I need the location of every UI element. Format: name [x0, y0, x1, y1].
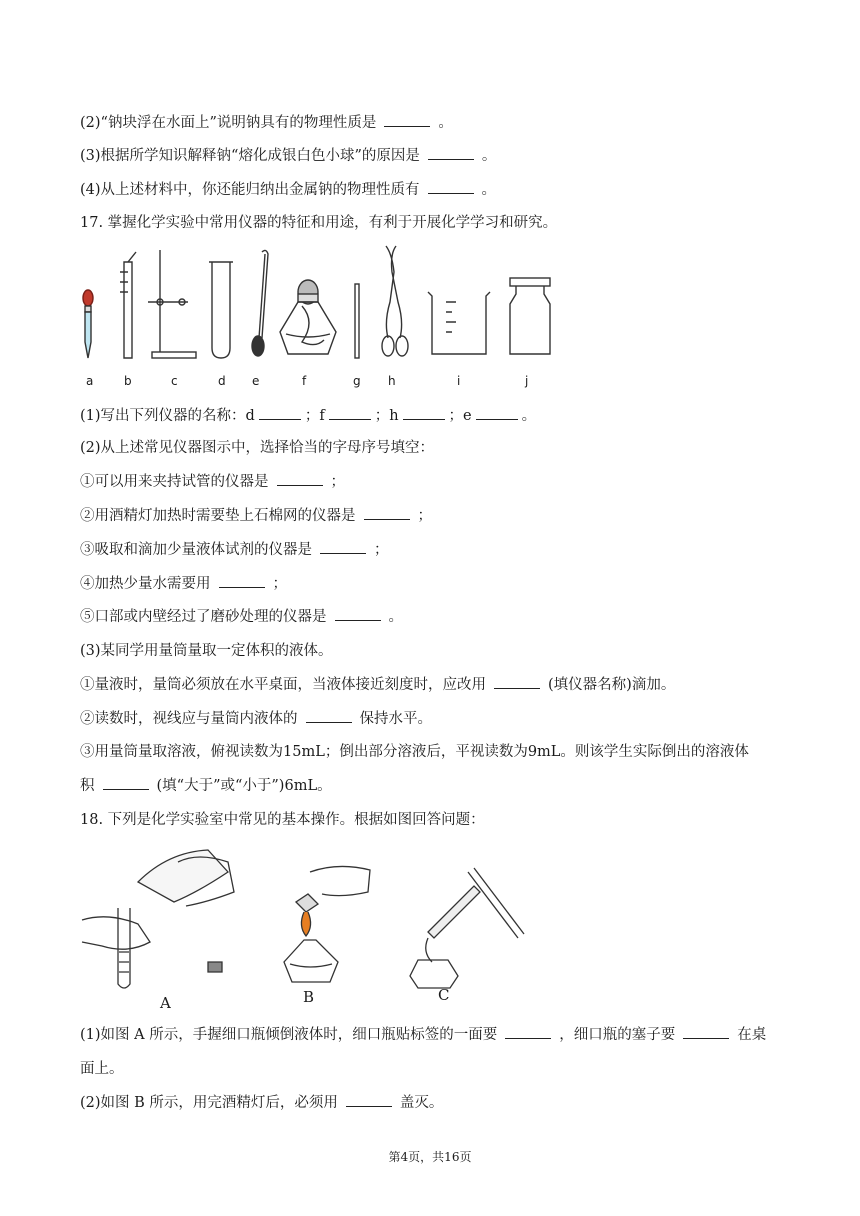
figure-label-b: B — [303, 988, 315, 1006]
q17-sub2: ②读数时，视线应与量筒内液体的 保持水平。 — [80, 711, 432, 727]
q17-part3: (3)某同学用量筒量取一定体积的液体。 — [80, 643, 333, 659]
instrument-label-g: g — [353, 374, 361, 388]
q17-choice2: ②用酒精灯加热时需要垫上石棉网的仪器是 ； — [80, 508, 432, 524]
combustion-spoon-instrument — [252, 250, 268, 356]
lab-instruments-figure — [76, 242, 576, 364]
page-footer: 第4页，共16页 — [388, 1150, 472, 1164]
extinguish-lamp-illustration — [284, 866, 370, 982]
glass-rod-instrument — [355, 284, 359, 358]
dropper-instrument — [83, 290, 93, 358]
instrument-label-b: b — [124, 374, 132, 388]
test-tube-instrument — [209, 262, 233, 358]
q17-sub1: ①量液时，量筒必须放在水平桌面，当液体接近刻度时，应改用 (填仪器名称)滴加。 — [80, 677, 676, 693]
iron-stand-instrument — [148, 250, 196, 358]
q17-choice3: ③吸取和滴加少量液体试剂的仪器是 ； — [80, 542, 389, 558]
figure-label-a: A — [160, 994, 171, 1012]
test-tube-holder-instrument — [120, 252, 136, 358]
answer-blank[interactable] — [277, 472, 323, 486]
q17-title: 17. 掌握化学实验中常用仪器的特征和用途，有利于开展化学学习和研究。 — [80, 215, 558, 231]
instrument-label-i: i — [457, 374, 461, 388]
answer-blank[interactable] — [346, 1093, 392, 1107]
answer-blank[interactable] — [103, 776, 149, 790]
answer-blank[interactable] — [364, 506, 410, 520]
wide-mouth-bottle-instrument — [510, 278, 550, 354]
q17-part1: (1)写出下列仪器的名称：d ；f ；h ；e 。 — [80, 408, 537, 424]
pouring-liquid-illustration — [82, 850, 234, 988]
lab-operations-figure — [78, 842, 528, 992]
instrument-label-h: h — [388, 374, 396, 388]
q18-part2: (2)如图 B 所示，用完酒精灯后，必须用 盖灭。 — [80, 1095, 444, 1111]
answer-blank[interactable] — [259, 406, 301, 420]
instrument-label-e: e — [252, 374, 260, 388]
q16-part4: (4)从上述材料中，你还能归纳出金属钠的物理性质有 。 — [80, 182, 497, 198]
heating-test-tube-illustration — [410, 868, 524, 988]
answer-blank[interactable] — [494, 675, 540, 689]
q17-choice4: ④加热少量水需要用 ； — [80, 576, 287, 592]
q17-part2: (2)从上述常见仪器图示中，选择恰当的字母序号填空： — [80, 440, 435, 456]
q17-choice1: ①可以用来夹持试管的仪器是 ； — [80, 474, 345, 490]
answer-blank[interactable] — [683, 1025, 729, 1039]
instrument-label-d: d — [218, 374, 226, 388]
answer-blank[interactable] — [329, 406, 371, 420]
answer-blank[interactable] — [403, 406, 445, 420]
answer-blank[interactable] — [428, 180, 474, 194]
q18-title: 18. 下列是化学实验室中常见的基本操作。根据如图回答问题： — [80, 812, 485, 828]
answer-blank[interactable] — [505, 1025, 551, 1039]
answer-blank[interactable] — [384, 113, 430, 127]
q17-choice5: ⑤口部或内壁经过了磨砂处理的仪器是 。 — [80, 609, 403, 625]
q17-sub3-line2: 积 (填“大于”或“小于”)6mL。 — [80, 778, 332, 794]
instrument-label-c: c — [171, 374, 178, 388]
answer-blank[interactable] — [219, 574, 265, 588]
crucible-tongs-instrument — [382, 246, 408, 356]
instrument-label-a: a — [86, 374, 94, 388]
q18-part1-cont: 面上。 — [80, 1061, 124, 1077]
answer-blank[interactable] — [335, 607, 381, 621]
alcohol-lamp-instrument — [280, 280, 336, 354]
beaker-instrument — [428, 292, 490, 354]
q17-sub3-line1: ③用量筒量取溶液，俯视读数为15mL；倒出部分溶液后，平视读数为9mL。则该学生实际倒出的溶液体 — [80, 744, 749, 760]
q18-part1: (1)如图 A 所示，手握细口瓶倾倒液体时，细口瓶贴标签的一面要 ，细口瓶的塞子要 在桌 — [80, 1027, 767, 1043]
instrument-label-j: j — [525, 374, 529, 388]
figure-label-c: C — [438, 986, 450, 1004]
answer-blank[interactable] — [428, 146, 474, 160]
answer-blank[interactable] — [306, 709, 352, 723]
answer-blank[interactable] — [320, 540, 366, 554]
instrument-label-f: f — [302, 374, 307, 388]
q16-part2: (2)“钠块浮在水面上”说明钠具有的物理性质是 。 — [80, 115, 453, 131]
answer-blank[interactable] — [476, 406, 518, 420]
q16-part3: (3)根据所学知识解释钠“熔化成银白色小球”的原因是 。 — [80, 148, 497, 164]
